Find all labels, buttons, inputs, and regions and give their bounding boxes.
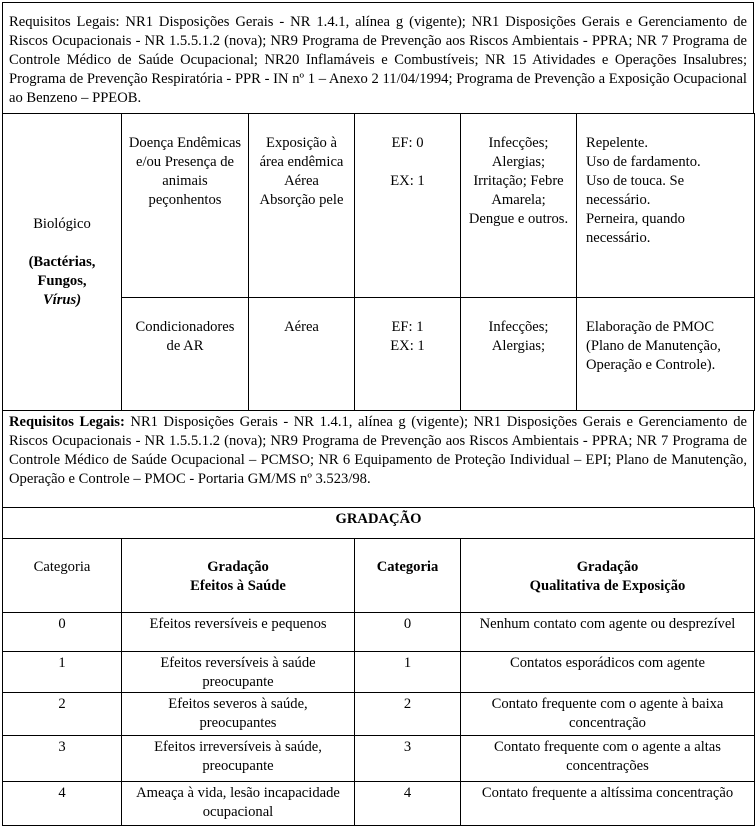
control-measures [577,298,755,411]
header-exposure [461,539,755,613]
table-row [3,693,755,736]
agent-line: Vírus) [42,291,82,308]
legal-requirements-top: Requisitos Legais: NR1 Disposições Gerais - NR 1.4.1, alínea g (vigente); NR1 Disposições Gerais e Gerenciamento de Riscos Ocupacionais - NR 1.5.5.1.2 (nova); NR9 Programa de Prevenção aos Riscos Ambientais - PPRA; NR 7 Programa de Controle Médico de Saúde Ocupacional; NR20 Inflamáveis e Combustíveis; NR 15 Atividades e Operações Insalubres; Programa de Prevenção Respiratória - PPR - IN nº 1 – Anexo 2 11/04/1994; Programa de Prevenção a Exposição Ocupacional ao Benzeno – PPEOB. [3,3,754,114]
header-category: Categoria [3,539,122,613]
exposure-value: Contatos esporádicos com agente [461,652,755,693]
category-value: 1 [3,652,122,693]
ef-rating: EF: 1 [391,319,424,335]
header-health-effects [122,539,355,613]
gradation-title: GRADAÇÃO [3,508,755,539]
effect-value: Ameaça à vida, lesão incapacidade ocupacional [122,782,355,826]
category-value: 4 [3,782,122,826]
exposure-route: Exposição à área endêmica Aérea Absorção pele [249,114,355,298]
measure-item: Repelente. [586,135,648,151]
category-value: 0 [3,613,122,652]
header-line: Gradação [576,559,639,575]
health-effects: Infecções; Alergias; Irritação; Febre Amarela; Dengue e outros. [461,114,577,298]
legal-requirements-bottom [3,411,754,508]
category-value-2: 1 [355,652,461,693]
rating-cell [355,114,461,298]
biological-risk-table [2,113,755,411]
header-line: Gradação [207,559,269,575]
table-row [3,736,755,782]
table-row [3,613,755,652]
effect-value: Efeitos irreversíveis à saúde, preocupante [122,736,355,782]
table-row [3,652,755,693]
measure-item: Uso de touca. Se necessário. [586,173,685,208]
exposure-value: Contato frequente com o agente a altas concentrações [461,736,755,782]
category-value-2: 3 [355,736,461,782]
risk-group-label: Biológico [33,215,91,232]
agent-line: (Bactérias, [28,253,96,270]
measure-item: Uso de fardamento. [586,154,701,170]
ex-rating: EX: 1 [390,338,425,354]
category-value: 2 [3,693,122,736]
effect-value: Efeitos severos à saúde, preocupantes [122,693,355,736]
category-value-2: 0 [355,613,461,652]
gradation-table [2,507,755,826]
measure-item: Perneira, quando necessário. [586,211,685,246]
ef-rating: EF: 0 [391,135,424,151]
exposure-value: Contato frequente a altíssima concentração [461,782,755,826]
legal-requirements-label: Requisitos Legais: [9,414,125,430]
legal-requirements-text: NR1 Disposições Gerais - NR 1.4.1, alínea g (vigente); NR1 Disposições Gerais e Gerenciamento de Riscos Ocupacionais - NR 1.5.5.1.2 (nova); NR9 Programa de Prevenção aos Riscos Ambientais - PPRA; NR 7 Programa de Controle Médico de Saúde Ocupacional – PCMSO; NR 6 Equipamento de Proteção Individual – EPI; Plano de Manutenção, Operação e Controle – PMOC - Portaria GM/MS nº 3.523/98. [9,414,747,487]
agent-line: Fungos, [37,272,87,289]
effect-value: Efeitos reversíveis à saúde preocupante [122,652,355,693]
header-category-2: Categoria [355,539,461,613]
header-line: Efeitos à Saúde [190,578,286,594]
control-measures [577,114,755,298]
category-value-2: 4 [355,782,461,826]
risk-source: Doença Endêmicas e/ou Presença de animais peçonhentos [122,114,249,298]
risk-source: Condicionadores de AR [122,298,249,411]
rating-cell [355,298,461,411]
header-line: Qualitativa de Exposição [529,578,686,594]
exposure-value: Contato frequente com o agente à baixa concentração [461,693,755,736]
exposure-route: Aérea [249,298,355,411]
measure-item: Elaboração de PMOC (Plano de Manutenção, Operação e Controle). [586,319,721,373]
legal-requirements-bottom-table [2,410,754,508]
category-value-2: 2 [355,693,461,736]
ex-rating: EX: 1 [390,173,425,189]
exposure-value: Nenhum contato com agente ou desprezível [461,613,755,652]
category-value: 3 [3,736,122,782]
risk-group-cell [3,114,122,411]
effect-value: Efeitos reversíveis e pequenos [122,613,355,652]
health-effects: Infecções; Alergias; [461,298,577,411]
table-row [3,782,755,826]
legal-requirements-top-table [2,2,754,114]
